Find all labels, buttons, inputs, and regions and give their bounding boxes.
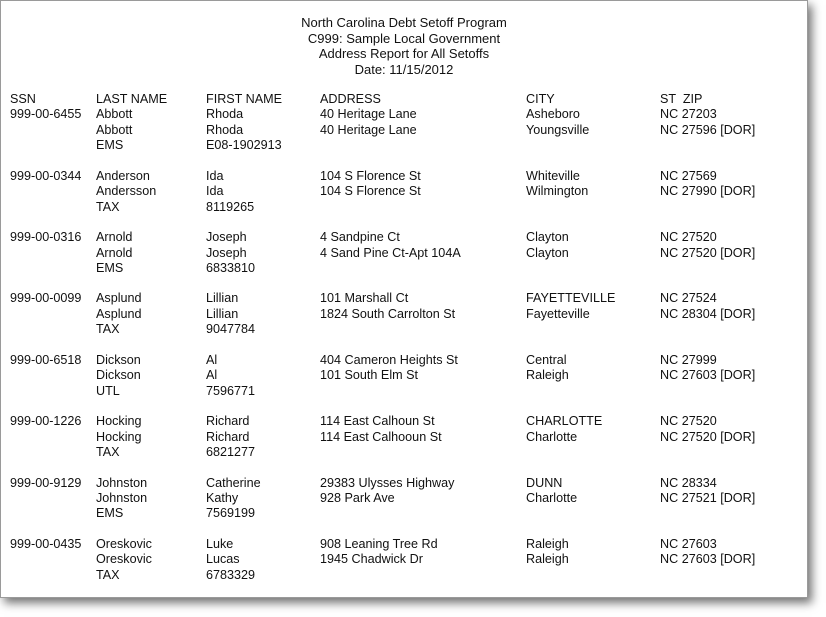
st-zip-cell: NC 27524 [660,291,717,306]
table-row [1,568,807,583]
last-name-cell: Anderson [96,168,150,183]
column-header-row [1,92,807,107]
first-name-cell: Richard [206,414,250,429]
table-row [1,246,807,261]
first-name-cell: 8119265 [206,199,255,214]
ssn-cell: 999-00-0344 [10,168,82,183]
st-zip-cell: NC 27596 [DOR] [660,122,756,137]
address-cell: 1824 South Carrolton St [320,306,456,321]
st-zip-cell: NC 27603 [DOR] [660,368,756,383]
last-name-cell: UTL [96,383,120,398]
column-header-city: CITY [526,92,555,106]
first-name-cell: Joseph [206,245,247,260]
last-name-cell: Oreskovic [96,536,152,551]
ssn-cell: 999-00-6518 [10,352,82,367]
column-header-first-name: FIRST NAME [206,92,283,106]
address-cell: 4 Sandpine Ct [320,230,400,245]
first-name-cell: Richard [206,429,250,444]
report-date: Date: 11/15/2012 [354,61,454,77]
table-row [1,368,807,383]
first-name-cell: Ida [206,184,224,199]
agency-name: C999: Sample Local Government [307,30,501,46]
column-header-address: ADDRESS [320,92,381,106]
first-name-cell: Al [206,352,218,367]
st-zip-cell: NC 28334 [660,475,717,490]
address-cell: 40 Heritage Lane [320,122,417,137]
last-name-cell: Dickson [96,352,141,367]
table-row [1,491,807,506]
city-cell: Charlotte [526,490,578,505]
last-name-cell: Hocking [96,414,142,429]
table-row [1,107,807,122]
address-cell: 4 Sand Pine Ct-Apt 104A [320,245,461,260]
city-cell: CHARLOTTE [526,414,603,429]
last-name-cell: Arnold [96,230,133,245]
st-zip-cell: NC 27520 [DOR] [660,245,756,260]
last-name-cell: Abbott [96,122,133,137]
column-header-st-zip: ST ZIP [660,92,703,106]
column-header-last-name: LAST NAME [96,92,168,106]
table-row [1,445,807,460]
last-name-cell: TAX [96,322,120,337]
city-cell: Wilmington [526,184,589,199]
st-zip-cell: NC 27999 [660,352,717,367]
last-name-cell: Johnston [96,475,148,490]
st-zip-cell: NC 27520 [660,230,717,245]
city-cell: Clayton [526,245,569,260]
address-cell: 101 Marshall Ct [320,291,409,306]
first-name-cell: Ida [206,168,224,183]
last-name-cell: Arnold [96,245,133,260]
program-title: North Carolina Debt Setoff Program [301,15,507,30]
address-cell: 404 Cameron Heights St [320,352,458,367]
st-zip-cell: NC 27603 [DOR] [660,552,756,567]
st-zip-cell: NC 28304 [DOR] [660,306,756,321]
table-row [1,353,807,368]
table-row [1,476,807,491]
ssn-cell: 999-00-6455 [10,107,82,122]
address-cell: 40 Heritage Lane [320,107,417,122]
table-row [1,123,807,138]
first-name-cell: Al [206,368,218,383]
last-name-cell: Oreskovic [96,552,152,567]
table-row [1,414,807,429]
first-name-cell: Rhoda [206,107,244,122]
record-group [1,107,807,153]
st-zip-cell: NC 27521 [DOR] [660,490,756,505]
last-name-cell: Asplund [96,306,142,321]
city-cell: Charlotte [526,429,578,444]
table-row [1,307,807,322]
last-name-cell: Andersson [96,184,157,199]
ssn-cell: 999-00-1226 [10,414,82,429]
table-row [1,184,807,199]
ssn-cell: 999-00-9129 [10,475,82,490]
first-name-cell: Lillian [206,291,239,306]
first-name-cell: 9047784 [206,322,256,337]
first-name-cell: 6821277 [206,444,256,459]
st-zip-cell: NC 27569 [660,168,717,183]
city-cell: Clayton [526,230,569,245]
table-row [1,169,807,184]
address-report-table [1,92,807,598]
last-name-cell: EMS [96,260,124,275]
first-name-cell: Lillian [206,306,239,321]
city-cell: Whiteville [526,168,580,183]
city-cell: DUNN [526,475,563,490]
record-group [1,414,807,460]
table-row [1,138,807,153]
address-cell: 1945 Chadwick Dr [320,552,423,567]
address-cell: 928 Park Ave [320,490,395,505]
ssn-cell: 999-00-0435 [10,536,82,551]
last-name-cell: TAX [96,567,120,582]
last-name-cell: Dickson [96,368,141,383]
report-title: Address Report for All Setoffs [318,46,490,61]
city-cell: Fayetteville [526,306,590,321]
first-name-cell: Luke [206,536,234,551]
table-row [1,537,807,552]
address-cell: 104 S Florence St [320,184,421,199]
st-zip-cell: NC 27520 [660,414,717,429]
table-row [1,322,807,337]
last-name-cell: Abbott [96,107,133,122]
report-header [1,15,807,77]
records-list [1,107,807,583]
last-name-cell: Asplund [96,291,142,306]
address-cell: 101 South Elm St [320,368,419,383]
first-name-cell: 7569199 [206,506,256,521]
first-name-cell: 7596771 [206,383,256,398]
city-cell: FAYETTEVILLE [526,291,616,306]
record-group [1,537,807,583]
table-row [1,552,807,567]
address-cell: 114 East Calhoun St [320,414,435,429]
first-name-cell: Rhoda [206,122,244,137]
record-group [1,291,807,337]
address-cell: 114 East Calhooun St [320,429,442,444]
last-name-cell: TAX [96,199,120,214]
first-name-cell: Lucas [206,552,240,567]
city-cell: Asheboro [526,107,580,122]
first-name-cell: Joseph [206,230,247,245]
st-zip-cell: NC 27203 [660,107,717,122]
record-group [1,476,807,522]
record-group [1,169,807,215]
ssn-cell: 999-00-0316 [10,230,82,245]
address-cell: 104 S Florence St [320,168,421,183]
column-header-ssn: SSN [10,92,36,106]
table-row [1,506,807,521]
st-zip-cell: NC 27520 [DOR] [660,429,756,444]
record-group [1,353,807,399]
first-name-cell: Catherine [206,475,261,490]
first-name-cell: 6783329 [206,567,256,582]
address-cell: 29383 Ulysses Highway [320,475,455,490]
table-row [1,384,807,399]
table-row [1,261,807,276]
first-name-cell: 6833810 [206,260,256,275]
city-cell: Raleigh [526,552,569,567]
record-group [1,230,807,276]
last-name-cell: EMS [96,506,124,521]
last-name-cell: Johnston [96,490,148,505]
table-row [1,200,807,215]
st-zip-cell: NC 27990 [DOR] [660,184,756,199]
first-name-cell: E08-1902913 [206,138,282,153]
table-row [1,291,807,306]
table-row [1,430,807,445]
city-cell: Central [526,352,567,367]
st-zip-cell: NC 27603 [660,536,717,551]
last-name-cell: EMS [96,138,124,153]
last-name-cell: TAX [96,444,120,459]
last-name-cell: Hocking [96,429,142,444]
city-cell: Raleigh [526,536,569,551]
first-name-cell: Kathy [206,490,239,505]
address-cell: 908 Leaning Tree Rd [320,536,438,551]
city-cell: Youngsville [526,122,590,137]
city-cell: Raleigh [526,368,569,383]
ssn-cell: 999-00-0099 [10,291,82,306]
table-row [1,230,807,245]
